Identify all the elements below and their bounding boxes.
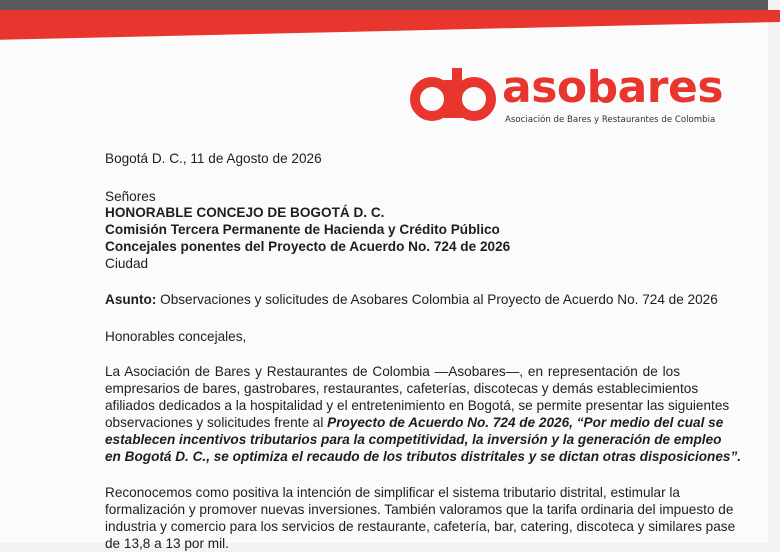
subject-text: Observaciones y solicitudes de Asobares Colombia al Proyecto de Acuerdo No. 724 de 2026 <box>156 292 718 307</box>
asobares-logo <box>410 62 740 130</box>
logo-wordmark: asobares <box>502 62 724 113</box>
project-title-start: Proyecto de Acuerdo No. 724 de 2026, “Por medio del cual se <box>327 415 724 430</box>
letterhead-red-band <box>0 10 780 40</box>
recipient-line-2: Comisión Tercera Permanente de Hacienda y Crédito Público <box>105 222 500 237</box>
paragraph-1-line-4-start: observaciones y solicitudes frente al <box>105 415 328 430</box>
paragraph-2-line-4: de 13,8 a 13 por mil. <box>105 536 229 551</box>
paragraph-1-line-2: empresarios de bares, gastrobares, restaurantes, cafeterías, discotecas y demás establecimientos <box>105 381 699 396</box>
salutation-to: Señores <box>105 189 156 204</box>
recipient-line-3: Concejales ponentes del Proyecto de Acuerdo No. 724 de 2026 <box>105 239 511 254</box>
paragraph-1-line-4 <box>105 415 724 431</box>
greeting: Honorables concejales, <box>105 329 247 344</box>
recipient-city: Ciudad <box>105 256 149 271</box>
paragraph-2-line-2: formalización y promover nuevas inversiones. También valoramos que la tarifa ordinaria del impuesto de <box>105 502 734 517</box>
ab-monogram-icon <box>410 66 500 128</box>
paragraph-1-line-3: afiliados dedicados a la hospitalidad y el entretenimiento en Bogotá, se permite presentar las siguientes <box>105 398 730 413</box>
recipient-line-1: HONORABLE CONCEJO DE BOGOTÁ D. C. <box>105 205 385 220</box>
logo-tagline: Asociación de Bares y Restaurantes de Colombia <box>505 115 716 125</box>
paragraph-1-line-1: La Asociación de Bares y Restaurantes de Colombia —Asobares—, en representación de los <box>105 364 680 379</box>
subject-label: Asunto: <box>105 292 157 307</box>
subject-line <box>105 292 718 308</box>
place-date: Bogotá D. C., 11 de Agosto de 2026 <box>105 151 322 166</box>
paragraph-2-line-1: Reconocemos como positiva la intención de simplificar el sistema tributario distrital, estimular la <box>105 485 680 500</box>
paragraph-2-line-3: industria y comercio para los servicios de restaurante, cafetería, bar, catering, discoteca y similares pase <box>105 519 736 534</box>
paragraph-1-line-5: establecen incentivos tributarios para la competitividad, la inversión y la generación de empleo <box>105 432 722 447</box>
paragraph-1-line-6: en Bogotá D. C., se optimiza el recaudo de los tributos distritales y se dictan otras disposiciones”. <box>105 449 742 464</box>
